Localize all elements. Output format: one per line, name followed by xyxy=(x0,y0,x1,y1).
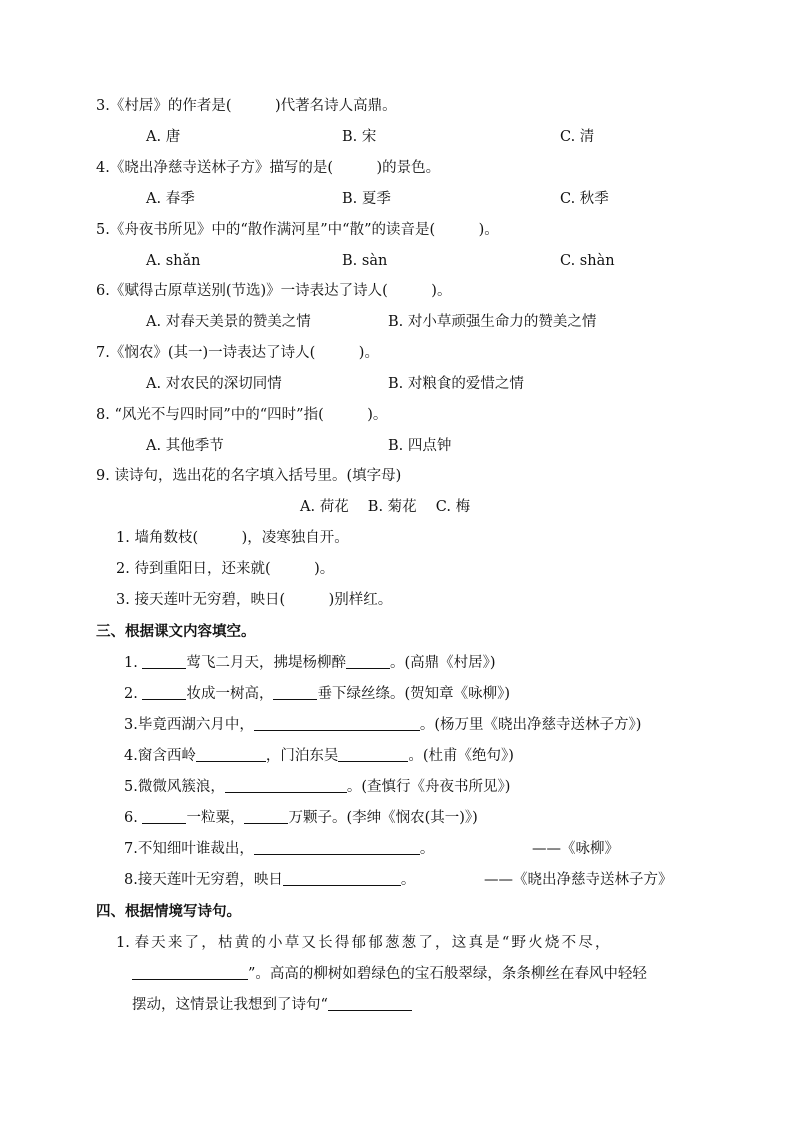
answer-blank[interactable] xyxy=(338,745,408,762)
fill-item-6 xyxy=(124,806,478,830)
fill-item-8 xyxy=(124,868,724,892)
answer-blank[interactable] xyxy=(142,807,186,824)
answer-blank[interactable] xyxy=(346,652,390,669)
section-4-title: 四、根据情境写诗句。 xyxy=(96,904,241,920)
poem-source: ——《晓出净慈寺送林子方》 xyxy=(484,872,673,888)
item-number: 7. xyxy=(124,841,138,857)
answer-blank[interactable] xyxy=(244,807,288,824)
question-6 xyxy=(96,279,451,303)
item-text: 窗含西岭 xyxy=(137,748,196,764)
item-text: 一粒粟， xyxy=(186,810,245,826)
answer-blank[interactable] xyxy=(328,994,412,1011)
q9-item-text: 3. 接天莲叶无穷碧，映日( )别样红。 xyxy=(116,592,393,608)
option-b: B. 对粮食的爱惜之情 xyxy=(388,376,524,392)
answer-blank[interactable] xyxy=(283,869,401,886)
question-3-options xyxy=(0,125,794,149)
item-text: 。(高鼎《村居》) xyxy=(389,655,496,671)
fill-item-4 xyxy=(124,744,514,768)
option-a: A. 对农民的深切同情 xyxy=(146,376,282,392)
question-stem: 7.《悯农》(其一)一诗表达了诗人( )。 xyxy=(96,345,379,361)
question-8-options xyxy=(0,434,794,458)
option-c: C. 秋季 xyxy=(560,191,609,207)
answer-blank[interactable] xyxy=(132,963,248,980)
item-number: 8. xyxy=(124,872,138,888)
item-number: 3. xyxy=(124,717,138,733)
question-3 xyxy=(96,94,397,118)
option-b: B. sàn xyxy=(342,253,388,269)
scenario-text: 摆动，这情景让我想到了诗句“ xyxy=(132,997,328,1013)
item-number: 5. xyxy=(124,779,138,795)
question-5-options xyxy=(0,249,794,273)
item-text: 。(杨万里《晓出净慈寺送林子方》) xyxy=(419,717,642,733)
section-3-title: 三、根据课文内容填空。 xyxy=(96,624,256,640)
question-6-options xyxy=(0,310,794,334)
answer-blank[interactable] xyxy=(142,683,186,700)
item-number: 6. xyxy=(124,810,138,826)
fill-item-2 xyxy=(124,682,510,706)
q9-item-text: 2. 待到重阳日，还来就( )。 xyxy=(116,561,335,577)
scenario-line-2 xyxy=(132,962,647,986)
scenario-line-3 xyxy=(132,993,412,1017)
answer-blank[interactable] xyxy=(254,838,420,855)
answer-blank[interactable] xyxy=(142,652,186,669)
option-c: C. 清 xyxy=(560,129,595,145)
option-b: B. 对小草顽强生命力的赞美之情 xyxy=(388,314,597,330)
option-a: A. 其他季节 xyxy=(146,438,224,454)
item-text: 微微风簇浪， xyxy=(137,779,225,795)
answer-blank[interactable] xyxy=(196,745,266,762)
item-text: 妆成一树高， xyxy=(186,686,274,702)
question-stem: 8. “风光不与四时同”中的“四时”指( )。 xyxy=(96,407,388,423)
fill-item-3 xyxy=(124,713,641,737)
q9-item-1 xyxy=(116,526,349,550)
question-stem: 4.《晓出净慈寺送林子方》描写的是( )的景色。 xyxy=(96,160,441,176)
q9-item-3 xyxy=(116,588,392,612)
poem-source: ——《咏柳》 xyxy=(532,841,619,857)
question-7 xyxy=(96,341,379,365)
fill-item-7 xyxy=(124,837,724,861)
flower-choices xyxy=(300,495,470,519)
answer-blank[interactable] xyxy=(225,776,347,793)
question-9 xyxy=(96,464,401,488)
scenario-text: 春天来了，枯黄的小草又长得郁郁葱葱了，这真是“野火烧不尽， xyxy=(134,935,612,951)
item-text: 万颗子。(李绅《悯农(其一)》) xyxy=(288,810,478,826)
question-stem: 5.《舟夜书所见》中的“散作满河星”中“散”的读音是( )。 xyxy=(96,222,499,238)
answer-blank[interactable] xyxy=(273,683,317,700)
item-text: 莺飞二月天，拂堤杨柳醉 xyxy=(186,655,346,671)
item-text: 不知细叶谁裁出， xyxy=(137,841,254,857)
question-5 xyxy=(96,218,499,242)
option-b: B. 宋 xyxy=(342,129,377,145)
question-stem: 3.《村居》的作者是( )代著名诗人高鼎。 xyxy=(96,98,397,114)
item-text: ，门泊东吴 xyxy=(265,748,339,764)
q9-item-text: 1. 墙角数枝( )，凌寒独自开。 xyxy=(116,530,349,546)
option-c: C. shàn xyxy=(560,253,615,269)
option-b: B. 夏季 xyxy=(342,191,391,207)
option-a: A. 春季 xyxy=(146,191,195,207)
item-text: 毕竟西湖六月中， xyxy=(137,717,254,733)
option-a: A. 对春天美景的赞美之情 xyxy=(146,314,311,330)
fill-item-5 xyxy=(124,775,510,799)
fill-item-1 xyxy=(124,651,496,675)
scenario-text: ”。高高的柳树如碧绿色的宝石般翠绿，条条柳丝在春风中轻轻 xyxy=(248,966,647,982)
question-stem: 9. 读诗句，选出花的名字填入括号里。(填字母) xyxy=(96,468,402,484)
question-4-options xyxy=(0,187,794,211)
item-text: 。 xyxy=(419,841,435,857)
item-number: 1. xyxy=(116,935,130,951)
item-number: 2. xyxy=(124,686,138,702)
item-text: 。(杜甫《绝句》) xyxy=(408,748,514,764)
item-text: 。(查慎行《舟夜书所见》) xyxy=(346,779,511,795)
item-text: 垂下绿丝绦。(贺知章《咏柳》) xyxy=(317,686,511,702)
option-a: A. shǎn xyxy=(146,253,201,269)
q9-item-2 xyxy=(116,557,334,581)
answer-blank[interactable] xyxy=(254,714,420,731)
flower-choices-text: A. 荷花 B. 菊花 C. 梅 xyxy=(300,499,471,515)
item-number: 4. xyxy=(124,748,138,764)
question-8 xyxy=(96,403,387,427)
question-7-options xyxy=(0,372,794,396)
item-number: 1. xyxy=(124,655,138,671)
option-a: A. 唐 xyxy=(146,129,181,145)
item-text: 接天莲叶无穷碧，映日 xyxy=(137,872,283,888)
scenario-line-1 xyxy=(116,931,612,955)
option-b: B. 四点钟 xyxy=(388,438,452,454)
question-4 xyxy=(96,156,440,180)
question-stem: 6.《赋得古原草送别(节选)》一诗表达了诗人( )。 xyxy=(96,283,452,299)
item-text: 。 xyxy=(400,872,416,888)
